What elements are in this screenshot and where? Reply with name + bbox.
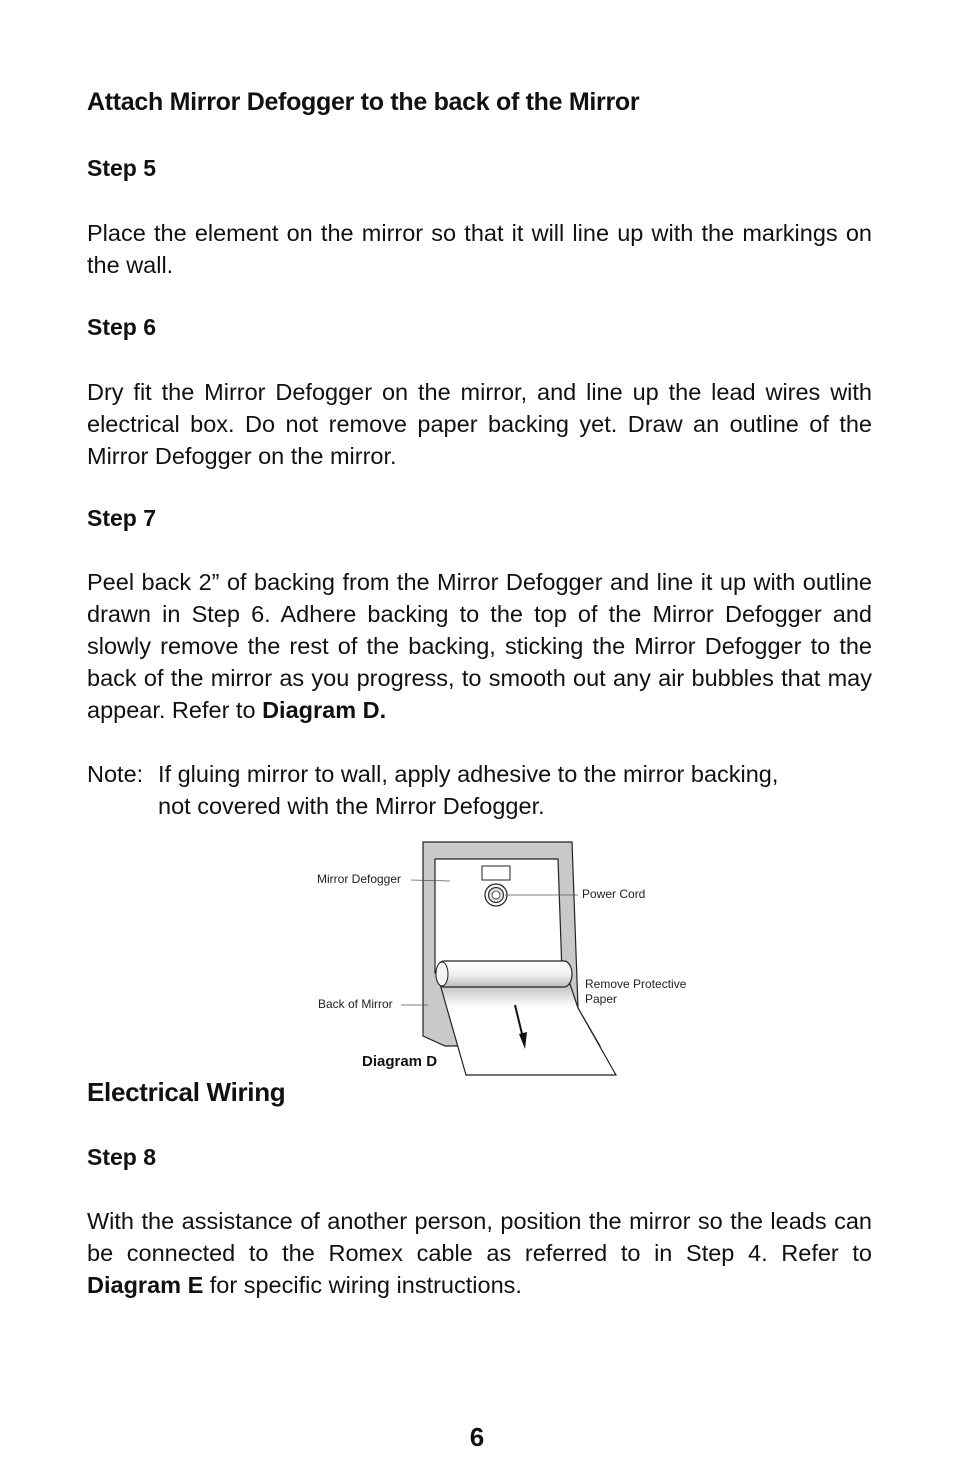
diagram-d-reference: Diagram D. — [262, 697, 387, 723]
note-line-1: If gluing mirror to wall, apply adhesive to the mirror backing, — [158, 761, 779, 787]
note-label: Note: — [87, 761, 144, 787]
label-mirror-defogger: Mirror Defogger — [317, 872, 402, 886]
step-8-body: With the assistance of another person, position the mirror so the leads can be connected to the Romex cable as referred to in Step 4. Refer to — [87, 1208, 872, 1266]
step-8-tail: for specific wiring instructions. — [209, 1272, 522, 1298]
step-8-text — [87, 1205, 872, 1301]
step-7-heading: Step 7 — [87, 505, 157, 531]
step-5-text: Place the element on the mirror so that it will line up with the markings on the wall. — [87, 220, 872, 278]
section-title-attach: Attach Mirror Defogger to the back of the Mirror — [87, 88, 640, 116]
diagram-d-caption: Diagram D — [362, 1053, 438, 1070]
label-power-cord: Power Cord — [582, 887, 646, 901]
label-remove-paper-2: Paper — [585, 992, 618, 1006]
step-7-body: Peel back 2” of backing from the Mirror Defogger and line it up with outline drawn in Step 6. Adhere backing to the top of the Mirror Defogger and slowly remove the rest of the backing, sticking the Mirror Defogger to the back of the mirror as you progress, to smooth out any air bubbles that may appear. Refer to — [87, 569, 872, 723]
protective-paper-roll — [436, 961, 572, 987]
note-line-2: not covered with the Mirror Defogger. — [158, 793, 545, 819]
step-8-heading: Step 8 — [87, 1144, 157, 1170]
diagram-e-reference: Diagram E — [87, 1272, 204, 1298]
section-title-electrical: Electrical Wiring — [87, 1077, 286, 1107]
note-block — [87, 758, 872, 822]
page-number: 6 — [469, 1422, 485, 1452]
step-6-heading: Step 6 — [87, 314, 157, 340]
diagram-d — [300, 838, 720, 1083]
label-remove-paper-1: Remove Protective — [585, 977, 687, 991]
step-7-text — [87, 566, 872, 726]
step-5-heading: Step 5 — [87, 155, 157, 181]
step-6-text: Dry fit the Mirror Defogger on the mirror, and line up the lead wires with electrical box. Do not remove paper backing yet. Draw an outline of the Mirror Defogger on the mirror. — [87, 379, 872, 469]
junction-box-rect — [482, 866, 510, 880]
label-back-of-mirror: Back of Mirror — [318, 997, 393, 1011]
